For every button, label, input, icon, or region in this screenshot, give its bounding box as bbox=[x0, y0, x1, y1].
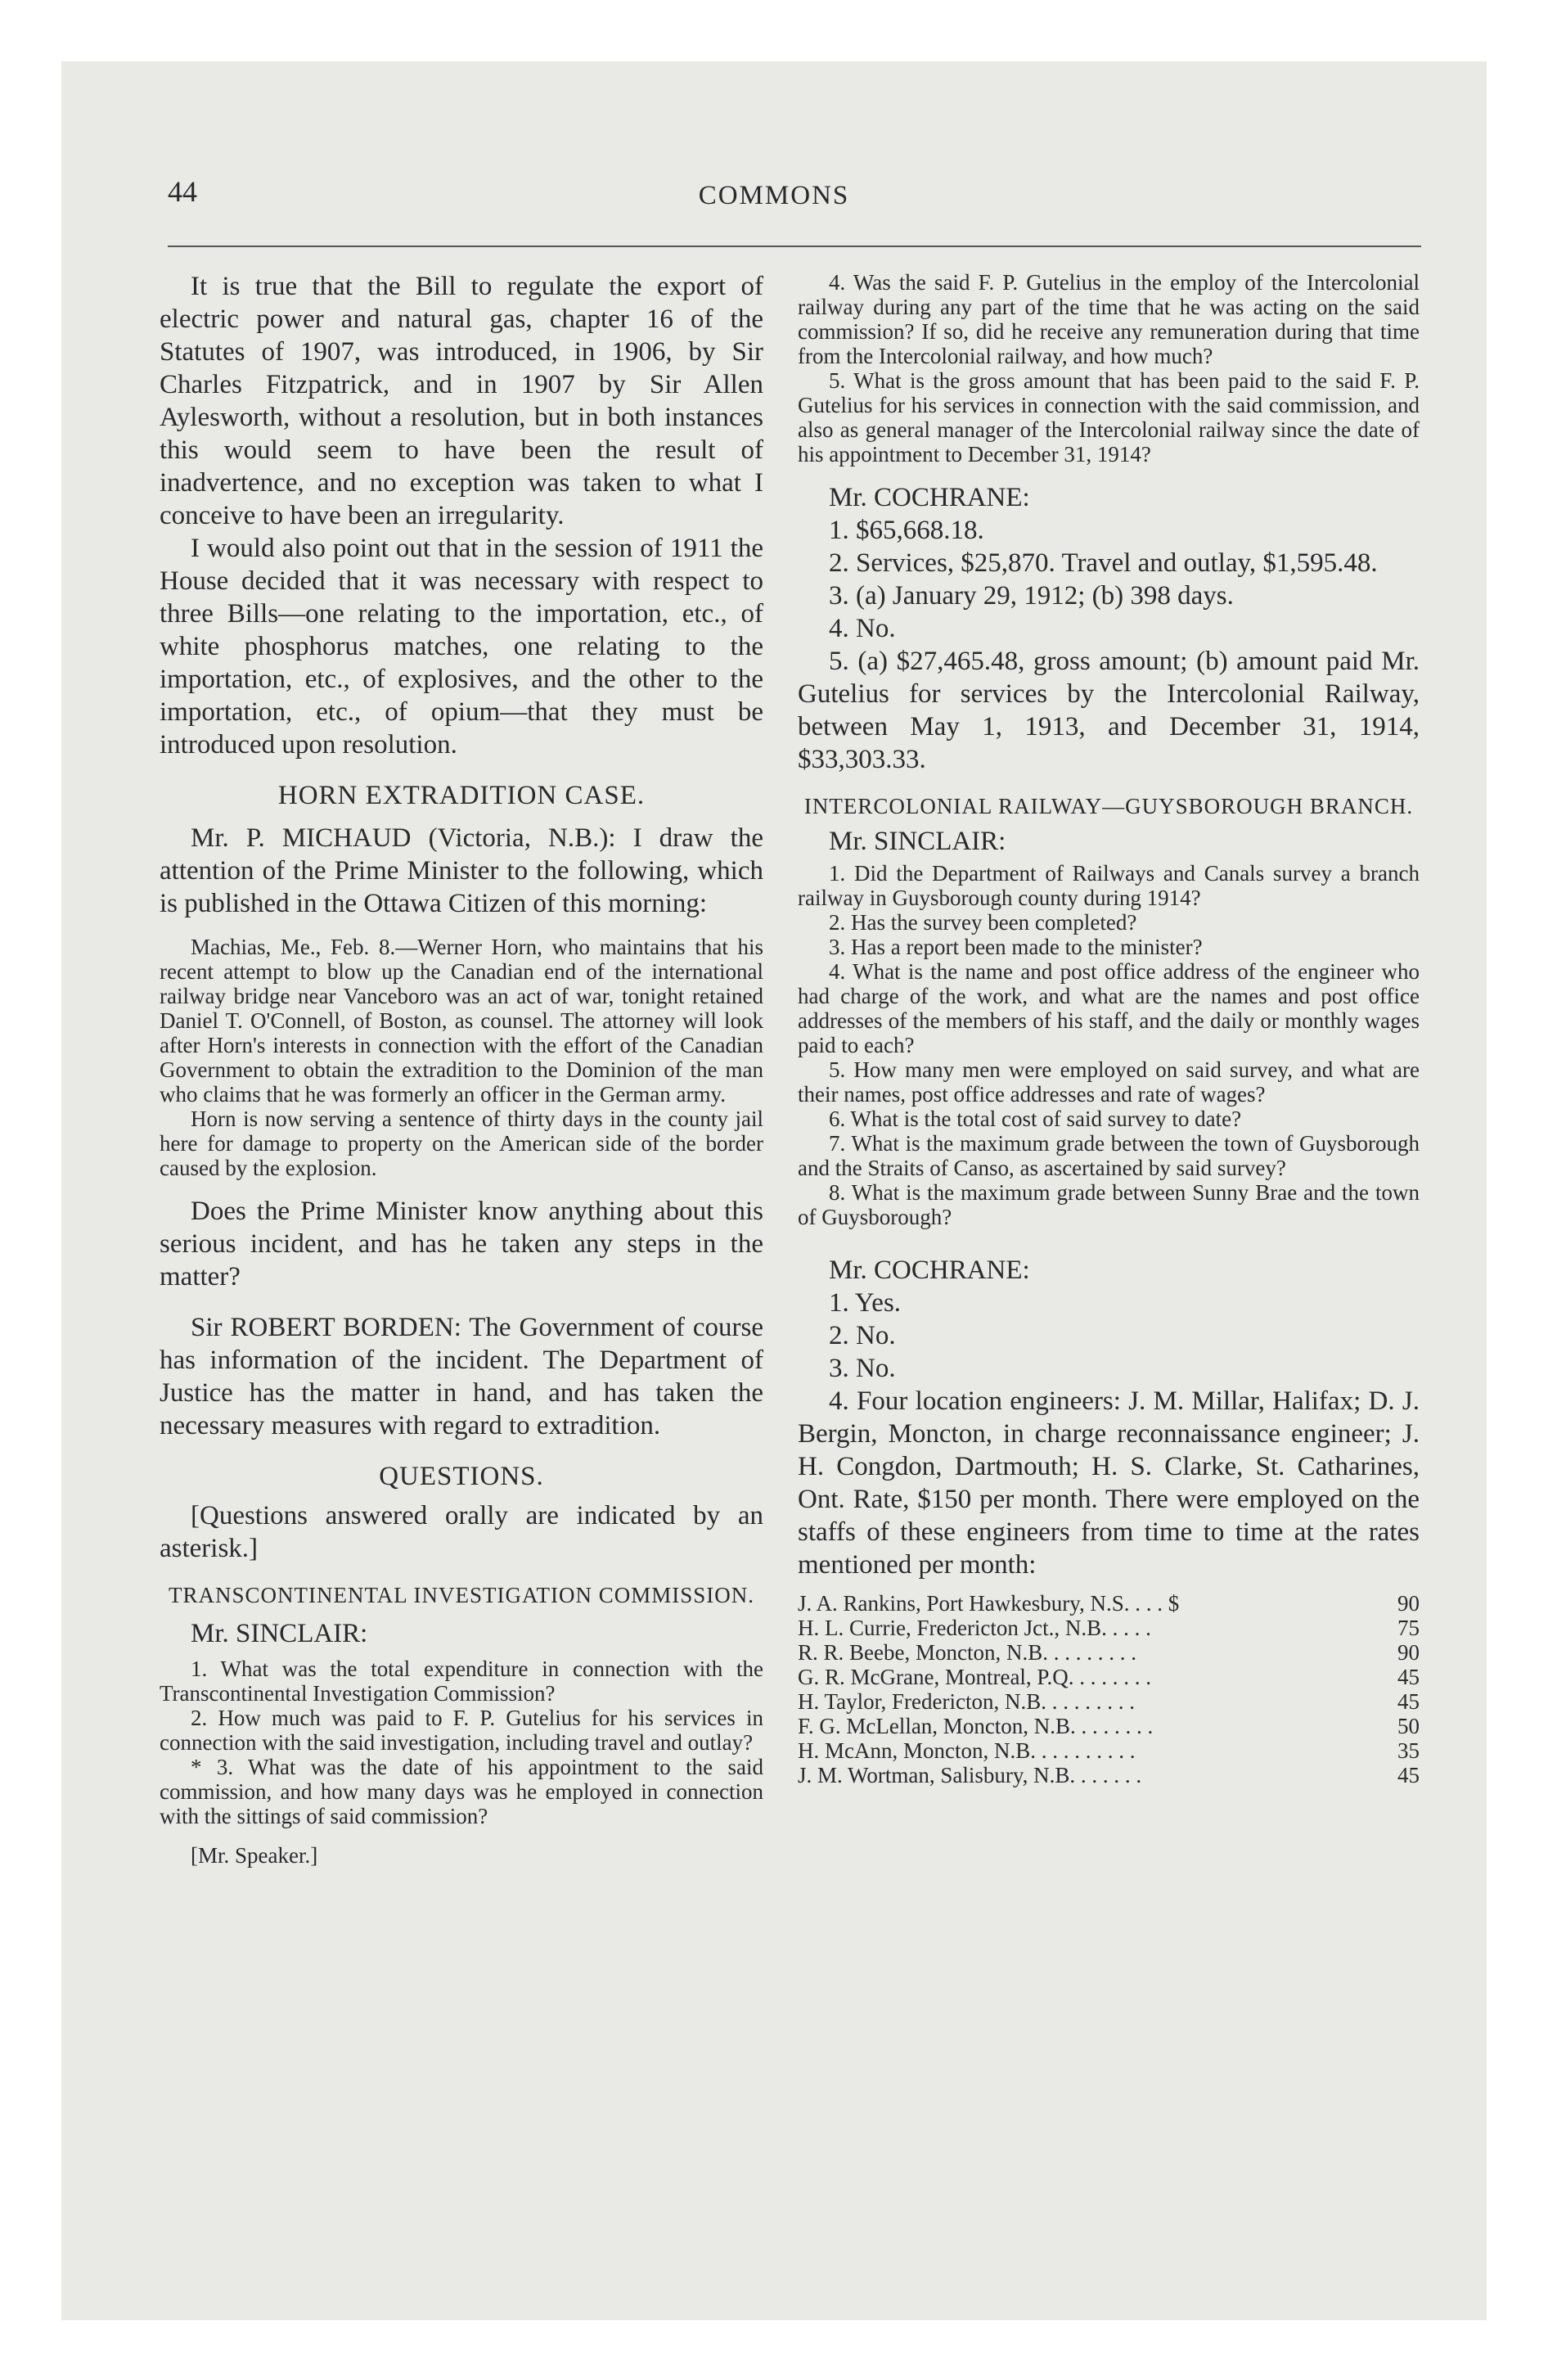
heading-horn-extradition: HORN EXTRADITION CASE. bbox=[277, 781, 646, 810]
speaker-sinclair: Mr. SINCLAIR: bbox=[191, 1619, 368, 1648]
table-row bbox=[798, 1689, 1420, 1714]
staff-amount: 90 bbox=[1397, 1591, 1420, 1616]
paragraph-bill-regulation: It is true that the Bill to regulate the export of electric power and natural gas, chapter 16 of the Statutes of 1907, was introduced, in 1906, by Sir Charles Fitzpatrick, and in 1907 by Sir Allen Aylesworth, without a resolution, but in both instances this would seem to have been the result of inadvertence, and no exception was taken to what I conceive to have been an irregularity. bbox=[160, 272, 763, 530]
staff-amount: 75 bbox=[1397, 1616, 1420, 1640]
reply-3: 3. No. bbox=[829, 1354, 896, 1383]
speaker-cochrane-2: Mr. COCHRANE: bbox=[829, 1255, 1030, 1285]
guysborough-question-8: 8. What is the maximum grade between Sunny Brae and the town of Guysborough? bbox=[798, 1180, 1420, 1229]
speaker-footnote: [Mr. Speaker.] bbox=[191, 1843, 318, 1868]
table-row bbox=[798, 1665, 1420, 1689]
reply-2: 2. No. bbox=[829, 1321, 896, 1350]
question-5: 5. What is the gross amount that has been paid to the said F. P. Gutelius for his services in connection with the said commission, and also as general manager of the Intercolonial railway since the date of his appointment to December 31, 1914? bbox=[798, 368, 1420, 467]
quote-newspaper-2: Horn is now serving a sentence of thirty days in the county jail here for damage to property on the American side of the border caused by the explosion. bbox=[160, 1107, 763, 1180]
staff-name: J. A. Rankins, Port Hawkesbury, N.S. . . . $ bbox=[798, 1591, 1180, 1616]
guysborough-question-6: 6. What is the total cost of said survey to date? bbox=[829, 1107, 1242, 1131]
table-row bbox=[798, 1714, 1420, 1738]
guysborough-question-2: 2. Has the survey been completed? bbox=[829, 910, 1137, 935]
header-rule bbox=[168, 246, 1421, 247]
heading-questions: QUESTIONS. bbox=[379, 1462, 544, 1491]
running-title: COMMONS bbox=[698, 181, 850, 210]
staff-name: G. R. McGrane, Montreal, P.Q. . . . . . . . bbox=[798, 1665, 1151, 1689]
staff-name: F. G. McLellan, Moncton, N.B. . . . . . . . bbox=[798, 1714, 1154, 1738]
guysborough-question-4: 4. What is the name and post office address of the engineer who had charge of the work, and what are the names and post office addresses of the members of his staff, and the daily or monthly wages paid to each? bbox=[798, 959, 1420, 1057]
staff-name: H. L. Currie, Fredericton Jct., N.B. . . . . bbox=[798, 1616, 1151, 1640]
speaker-cochrane-1: Mr. COCHRANE: bbox=[829, 483, 1030, 512]
table-row bbox=[798, 1616, 1420, 1640]
guysborough-question-3: 3. Has a report been made to the minister? bbox=[829, 935, 1203, 959]
questions-note: [Questions answered orally are indicated by an asterisk.] bbox=[160, 1501, 763, 1563]
question-2: 2. How much was paid to F. P. Gutelius for his services in connection with the said investigation, including travel and outlay? bbox=[160, 1706, 763, 1755]
answer-1: 1. $65,668.18. bbox=[829, 516, 984, 545]
staff-name: J. M. Wortman, Salisbury, N.B. . . . . . . bbox=[798, 1763, 1142, 1787]
staff-amount: 45 bbox=[1397, 1665, 1420, 1689]
answer-2: 2. Services, $25,870. Travel and outlay, $1,595.48. bbox=[829, 548, 1378, 578]
paragraph-session-1911: I would also point out that in the session of 1911 the House decided that it was necessary with respect to three Bills—one relating to the importation, etc., of white phosphorus matches, one relating to the importation, etc., of explosives, and the other to the importation, etc., of opium—that they must be introduced upon resolution. bbox=[160, 534, 763, 760]
staff-amount: 45 bbox=[1397, 1689, 1420, 1714]
answer-5: 5. (a) $27,465.48, gross amount; (b) amount paid Mr. Gutelius for services by the Intercolonial Railway, between May 1, 1913, and December 31, 1914, $33,303.33. bbox=[798, 647, 1420, 774]
table-row bbox=[798, 1738, 1420, 1763]
staff-amount: 90 bbox=[1397, 1640, 1420, 1665]
question-4: 4. Was the said F. P. Gutelius in the employ of the Intercolonial railway during any part of the time that he was acting on the said commission? If so, did he receive any remuneration during that time from the Intercolonial railway, and how much? bbox=[798, 270, 1420, 368]
staff-wages-table bbox=[798, 1591, 1420, 1787]
staff-name: H. McAnn, Moncton, N.B. . . . . . . . . . bbox=[798, 1738, 1136, 1763]
staff-name: H. Taylor, Fredericton, N.B. . . . . . . . . bbox=[798, 1689, 1135, 1714]
table-row bbox=[798, 1763, 1420, 1787]
guysborough-question-1: 1. Did the Department of Railways and Canals survey a branch railway in Guysborough county during 1914? bbox=[798, 861, 1420, 910]
answer-4: 4. No. bbox=[829, 614, 896, 643]
guysborough-question-5: 5. How many men were employed on said survey, and what are their names, post office addresses and rate of wages? bbox=[798, 1057, 1420, 1107]
speaker-sinclair-2: Mr. SINCLAIR: bbox=[829, 827, 1006, 856]
left-column bbox=[160, 270, 763, 1868]
paragraph-borden-reply: Sir ROBERT BORDEN: The Government of course has information of the incident. The Department of Justice has the matter in hand, and has taken the necessary measures with regard to extradition. bbox=[160, 1313, 763, 1440]
staff-amount: 50 bbox=[1397, 1714, 1420, 1738]
table-row bbox=[798, 1591, 1420, 1616]
question-3: * 3. What was the date of his appointment to the said commission, and how many days was he employed in connection with the sittings of said commission? bbox=[160, 1755, 763, 1828]
right-column bbox=[798, 270, 1420, 1787]
page-number: 44 bbox=[168, 175, 197, 208]
question-1: 1. What was the total expenditure in connection with the Transcontinental Investigation Commission? bbox=[160, 1657, 763, 1706]
table-row bbox=[798, 1640, 1420, 1665]
heading-guysborough-branch: INTERCOLONIAL RAILWAY—GUYSBOROUGH BRANCH. bbox=[803, 794, 1414, 818]
reply-4: 4. Four location engineers: J. M. Millar, Halifax; D. J. Bergin, Moncton, in charge reconnaissance engineer; J. H. Congdon, Dartmouth; H. S. Clarke, St. Catharines, Ont. Rate, $150 per month. There were employed on the staffs of these engineers from time to time at the rates mentioned per month: bbox=[798, 1386, 1420, 1580]
staff-name: R. R. Beebe, Moncton, N.B. . . . . . . . . bbox=[798, 1640, 1136, 1665]
staff-amount: 45 bbox=[1397, 1763, 1420, 1787]
quote-newspaper-1: Machias, Me., Feb. 8.—Werner Horn, who maintains that his recent attempt to blow up the Canadian end of the international railway bridge near Vanceboro was an act of war, tonight retained Daniel T. O'Connell, of Boston, as counsel. The attorney will look after Horn's interests in connection with the effort of the Canadian Government to obtain the extradition to the Dominion of the man who claims that he was formerly an officer in the German army. bbox=[160, 935, 763, 1107]
staff-amount: 35 bbox=[1397, 1738, 1420, 1763]
paragraph-question-pm: Does the Prime Minister know anything about this serious incident, and has he taken any steps in the matter? bbox=[160, 1197, 763, 1291]
reply-1: 1. Yes. bbox=[829, 1288, 902, 1318]
answer-3: 3. (a) January 29, 1912; (b) 398 days. bbox=[829, 581, 1234, 611]
paragraph-michaud: Mr. P. MICHAUD (Victoria, N.B.): I draw the attention of the Prime Minister to the following, which is published in the Ottawa Citizen of this morning: bbox=[160, 823, 763, 918]
heading-transcontinental: TRANSCONTINENTAL INVESTIGATION COMMISSION. bbox=[168, 1583, 755, 1607]
guysborough-question-7: 7. What is the maximum grade between the town of Guysborough and the Straits of Canso, as ascertained by said survey? bbox=[798, 1131, 1420, 1180]
